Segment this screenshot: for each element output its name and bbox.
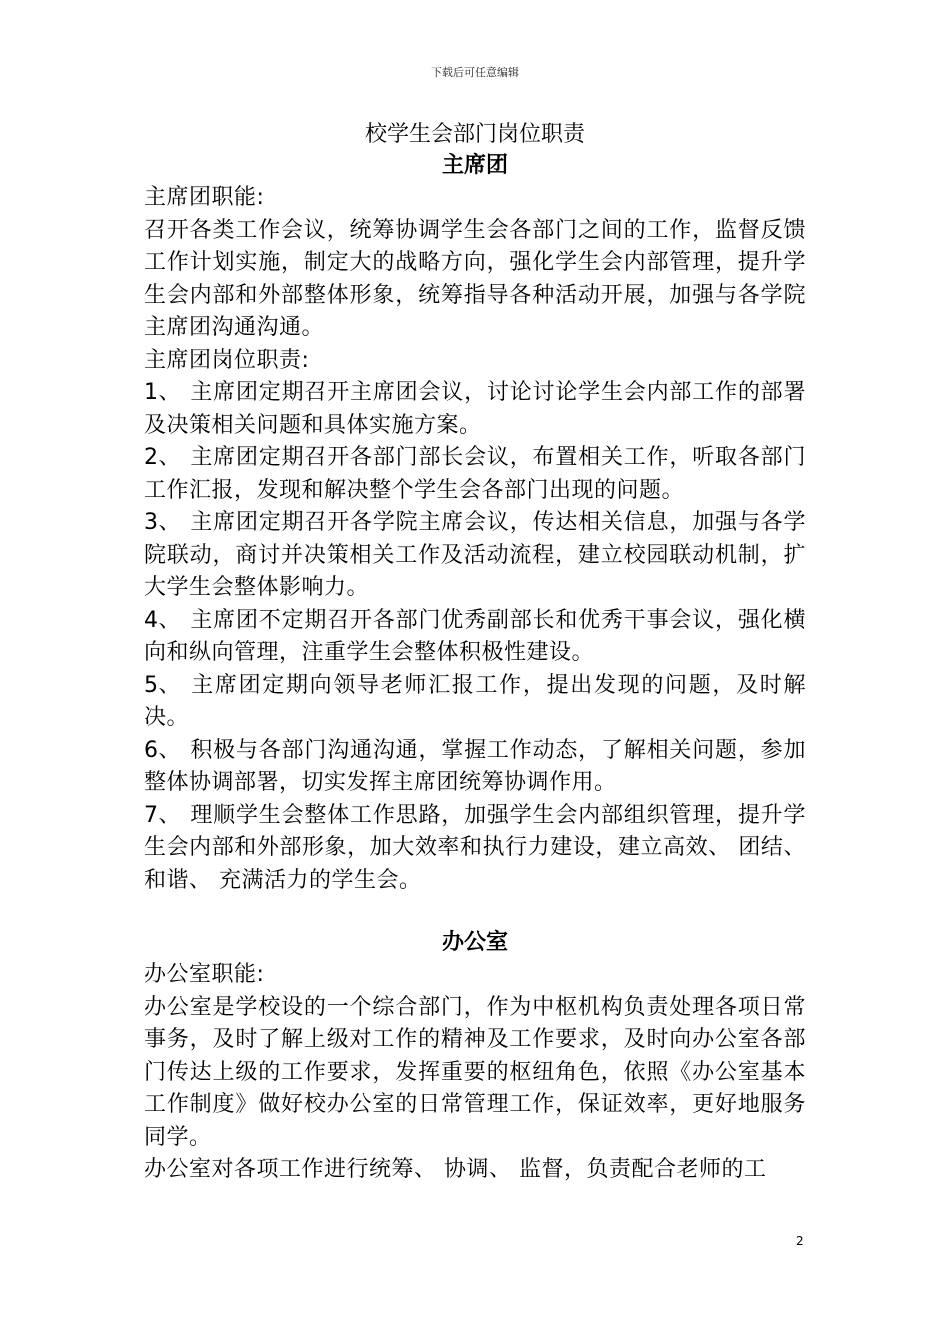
duty-text: 主席团定期向领导老师汇报工作，提出发现的问题，及时解决。 xyxy=(144,672,806,730)
duty-text: 积极与各部门沟通沟通，掌握工作动态，了解相关问题，参加整体协调部署，切实发挥主席团统筹协调作用。 xyxy=(144,737,806,795)
page-number: 2 xyxy=(796,1234,804,1248)
duty-item xyxy=(144,735,806,800)
duty-text: 主席团不定期召开各部门优秀副部长和优秀干事会议，强化横向和纵向管理，注重学生会整体积极性建设。 xyxy=(144,607,806,665)
duty-item xyxy=(144,670,806,735)
duty-text: 主席团定期召开主席团会议，讨论讨论学生会内部工作的部署及决策相关问题和具体实施方案。 xyxy=(144,380,806,438)
duty-number: 3、 xyxy=(144,510,181,535)
function-label: 办公室职能: xyxy=(144,962,265,987)
duty-text: 理顺学生会整体工作思路，加强学生会内部组织管理，提升学生会内部和外部形象，加大效率和执行力建设，建立高效、 团结、 和谐、 充满活力的学生会。 xyxy=(144,802,806,893)
function-text: 召开各类工作会议，统筹协调学生会各部门之间的工作，监督反馈工作计划实施，制定大的战略方向，强化学生会内部管理，提升学生会内部和外部整体形象，统筹指导各种活动开展，加强与各学院主席团沟通沟通。 xyxy=(144,217,806,340)
duty-text: 主席团定期召开各部门部长会议，布置相关工作，听取各部门工作汇报，发现和解决整个学生会各部门出现的问题。 xyxy=(144,445,806,503)
duty-number: 4、 xyxy=(144,607,181,633)
duty-item xyxy=(144,377,806,442)
page-header-note: 下载后可任意编辑 xyxy=(431,66,519,79)
duty-number: 2、 xyxy=(144,445,181,470)
duty-text: 主席团定期召开各学院主席会议，传达相关信息，加强与各学院联动，商讨并决策相关工作及活动流程，建立校园联动机制，扩大学生会整体影响力。 xyxy=(144,510,806,600)
function-text: 办公室是学校设的一个综合部门，作为中枢机构负责处理各项日常事务，及时了解上级对工作的精神及工作要求，及时向办公室各部门传达上级的工作要求，发挥重要的枢纽角色，依照《办公室基本工作制度》做好校办公室的日常管理工作，保证效率，更好地服务同学。 xyxy=(144,994,806,1150)
function-label: 主席团职能: xyxy=(144,185,265,210)
document-title: 校学生会部门岗位职责 xyxy=(364,122,585,147)
duty-number: 7、 xyxy=(144,802,181,828)
duty-item xyxy=(144,507,806,605)
section-office xyxy=(144,927,806,1187)
document-body xyxy=(144,120,806,1187)
section-presidium xyxy=(144,150,806,897)
duty-item xyxy=(144,605,806,670)
section-heading: 办公室 xyxy=(441,930,508,955)
duties-label: 主席团岗位职责: xyxy=(144,347,310,373)
duty-number: 1、 xyxy=(144,380,181,405)
section-heading: 主席团 xyxy=(441,153,508,178)
duty-item xyxy=(144,800,806,898)
duty-number: 6、 xyxy=(144,737,181,763)
function-text-continued: 办公室对各项工作进行统筹、 协调、 监督，负责配合老师的工 xyxy=(144,1157,767,1182)
duty-item xyxy=(144,442,806,507)
duty-number: 5、 xyxy=(144,672,181,698)
